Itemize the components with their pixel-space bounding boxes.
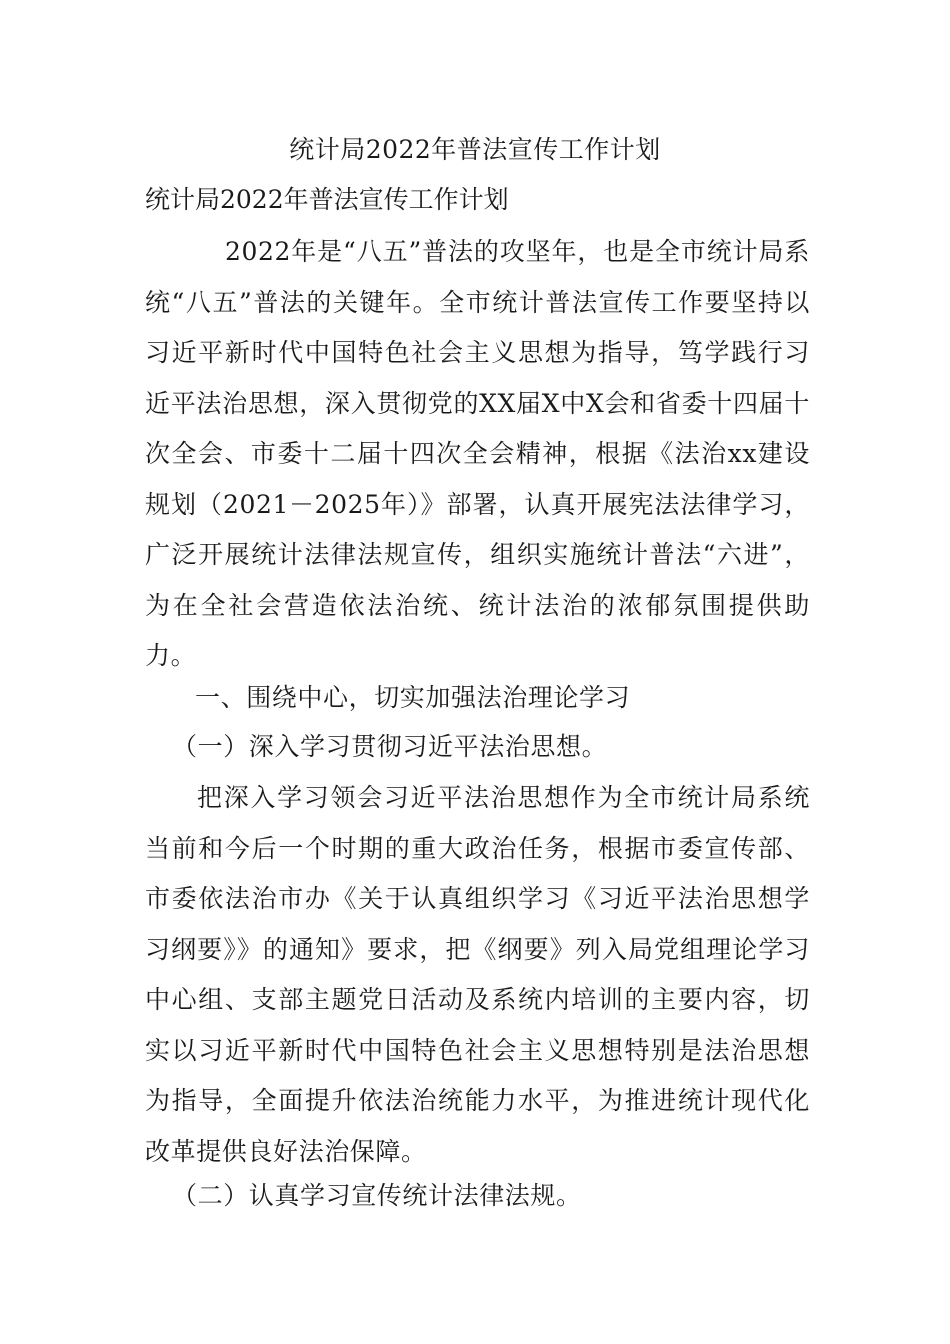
subsection-heading-2: （二）认真学习宣传统计法律法规。 <box>172 1181 582 1210</box>
section-heading-1: 一、围绕中心，切实加强法治理论学习 <box>195 683 631 712</box>
subsection-heading-1: （一）深入学习贯彻习近平法治思想。 <box>172 732 608 761</box>
document-subtitle: 统计局2022年普法宣传工作计划 <box>145 185 509 214</box>
body-paragraph-intro: 2022年是“八五”普法的攻坚年，也是全市统计局系统“八五”普法的关键年。全市统计普法宣传工作要坚持以习近平新时代中国特色社会主义思想为指导，笃学践行习近平法治思想，深入贯彻党的XX届X中X会和省委十四届十次全会、市委十二届十四次全会精神，根据《法治xx建设规划（2021－2025年）》部署，认真开展宪法法律学习，广泛开展统计法律法规宣传，组织实施统计普法“六进”，为在全社会营造依法治统、统计法治的浓郁氛围提供助力。 <box>145 237 810 670</box>
document-title: 统计局2022年普法宣传工作计划 <box>289 135 661 164</box>
body-paragraph-study: 把深入学习领会习近平法治思想作为全市统计局系统当前和今后一个时期的重大政治任务，根据市委宣传部、市委依法治市办《关于认真组织学习《习近平法治思想学习纲要》》的通知》要求，把《纲要》列入局党组理论学习中心组、支部主题党日活动及系统内培训的主要内容，切实以习近平新时代中国特色社会主义思想特别是法治思想为指导，全面提升依法治统能力水平，为推进统计现代化改革提供良好法治保障。 <box>145 783 810 1166</box>
